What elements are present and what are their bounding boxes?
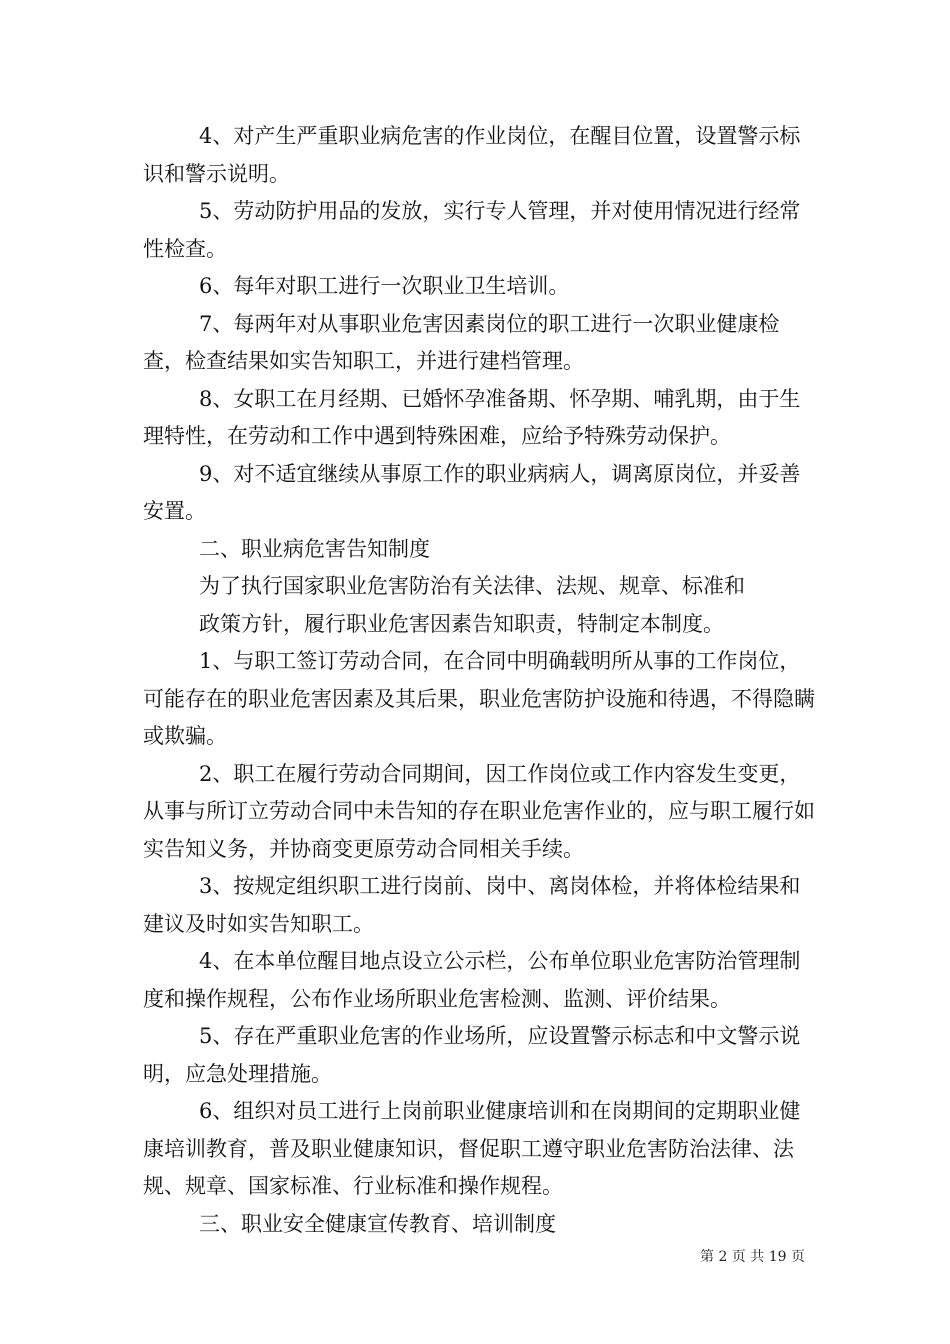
section1-item-7: 7、每两年对从事职业危害因素岗位的职工进行一次职业健康检查，检查结果如实告知职工，并进行建档管理。	[143, 311, 780, 373]
section2-intro-line2: 政策方针，履行职业危害因素告知职责，特制定本制度。	[199, 611, 724, 636]
section2-item-1: 1、与职工签订劳动合同，在合同中明确载明所从事的工作岗位，可能存在的职业危害因素及其后果，职业危害防护设施和待遇，不得隐瞒或欺骗。	[143, 649, 815, 748]
section2-item-3: 3、按规定组织职工进行岗前、岗中、离岗体检，并将体检结果和建议及时如实告知职工。	[143, 874, 801, 936]
section2-item-5: 5、存在严重职业危害的作业场所，应设置警示标志和中文警示说明，应急处理措施。	[143, 1024, 801, 1086]
section3-heading: 三、职业安全健康宣传教育、培训制度	[199, 1211, 556, 1236]
section2-heading: 二、职业病危害告知制度	[199, 536, 430, 561]
section2-item-6: 6、组织对员工进行上岗前职业健康培训和在岗期间的定期职业健康培训教育，普及职业健康知识，督促职工遵守职业危害防治法律、法规、规章、国家标准、行业标准和操作规程。	[143, 1099, 801, 1198]
section1-item-8: 8、女职工在月经期、已婚怀孕准备期、怀孕期、哺乳期，由于生理特性，在劳动和工作中遇到特殊困难，应给予特殊劳动保护。	[143, 386, 801, 448]
section1-item-4: 4、对产生严重职业病危害的作业岗位，在醒目位置，设置警示标识和警示说明。	[143, 124, 801, 186]
section2-item-4: 4、在本单位醒目地点设立公示栏，公布单位职业危害防治管理制度和操作规程，公布作业场所职业危害检测、监测、评价结果。	[143, 949, 801, 1011]
section1-item-5: 5、劳动防护用品的发放，实行专人管理，并对使用情况进行经常性检查。	[143, 199, 801, 261]
section2-item-2: 2、职工在履行劳动合同期间，因工作岗位或工作内容发生变更，从事与所订立劳动合同中未告知的存在职业危害作业的，应与职工履行如实告知义务，并协商变更原劳动合同相关手续。	[143, 761, 815, 861]
section1-item-6: 6、每年对职工进行一次职业卫生培训。	[199, 274, 570, 298]
section1-item-9: 9、对不适宜继续从事原工作的职业病病人，调离原岗位，并妥善安置。	[143, 461, 801, 523]
section2-intro-line1: 为了执行国家职业危害防治有关法律、法规、规章、标准和	[199, 574, 745, 598]
document-body	[143, 118, 815, 1243]
page-number-footer: 第 2 页 共 19 页	[700, 1249, 805, 1265]
